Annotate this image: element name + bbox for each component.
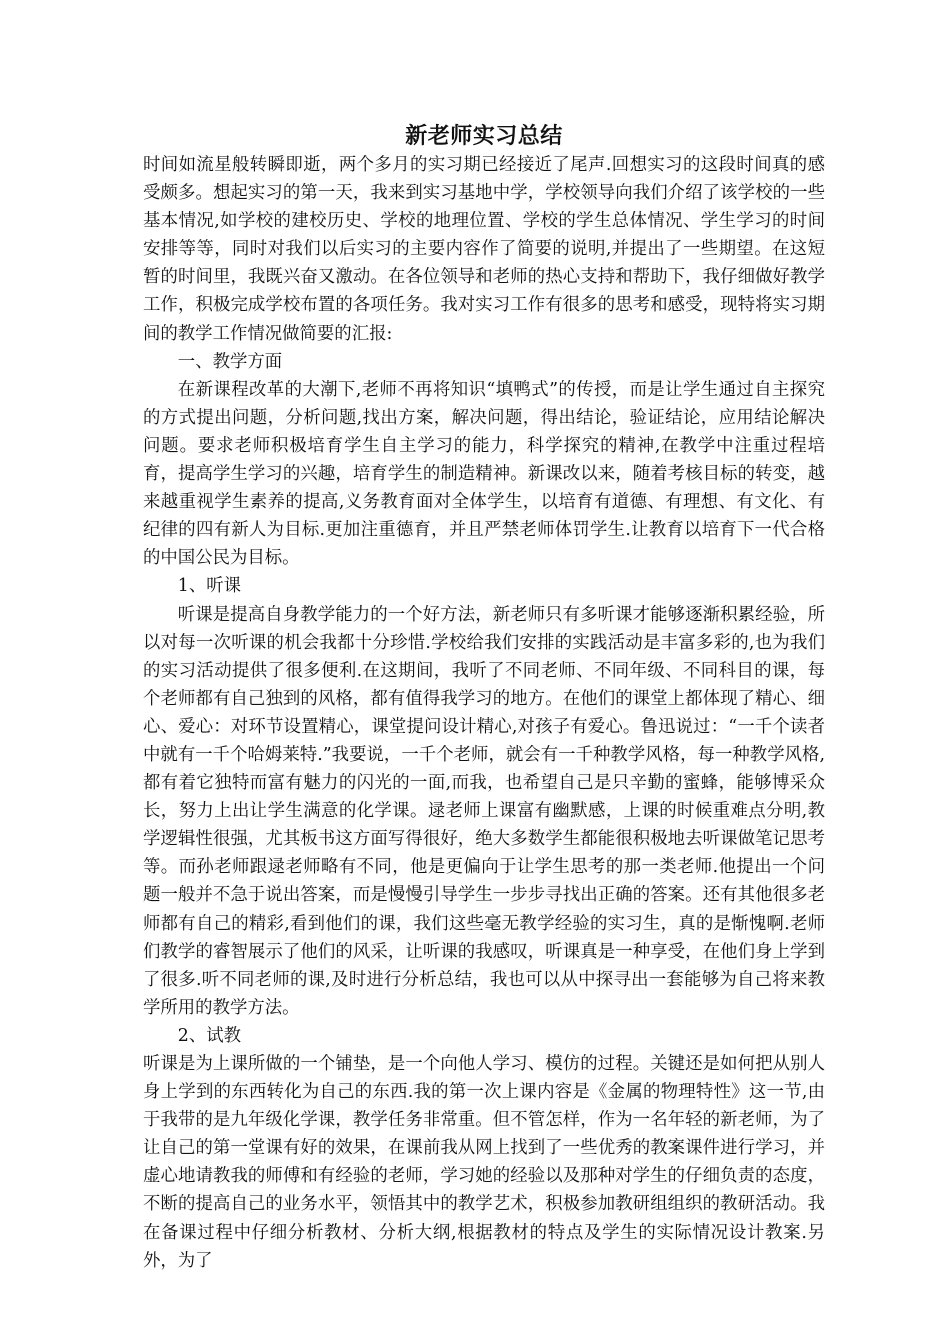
intro-paragraph: 时间如流星般转瞬即逝，两个多月的实习期已经接近了尾声.回想实习的这段时间真的感受颇多。想起实习的第一天，我来到实习基地中学，学校领导向我们介绍了该学校的一些基本情况,如学校的建校历史、学校的地理位置、学校的学生总体情况、学生学习的时间安排等等，同时对我们以后实习的主要内容作了简要的说明,并提出了一些期望。在这短暂的时间里，我既兴奋又激动。在各位领导和老师的热心支持和帮助下，我仔细做好教学工作，积极完成学校布置的各项任务。我对实习工作有很多的思考和感受，现特将实习期间的教学工作情况做简要的汇报:: [143, 155, 825, 344]
trial-teaching-paragraph: 听课是为上课所做的一个铺垫，是一个向他人学习、模仿的过程。关键还是如何把从别人身上学到的东西转化为自己的东西.我的第一次上课内容是《金属的物理特性》这一节,由于我带的是九年级化学课，教学任务非常重。但不管怎样，作为一名年轻的新老师，为了让自己的第一堂课有好的效果，在课前我从网上找到了一些优秀的教案课件进行学习，并虚心地请教我的师傅和有经验的老师，学习她的经验以及那种对学生的仔细负责的态度，不断的提高自己的业务水平，领悟其中的教学艺术，积极参加教研组组织的教研活动。我在备课过程中仔细分析教材、分析大纲,根据教材的特点及学生的实际情况设计教案.另外，为了: [143, 1054, 825, 1271]
lecture-listening-paragraph: 听课是提高自身教学能力的一个好方法，新老师只有多听课才能够逐渐积累经验，所以对每一次听课的机会我都十分珍惜.学校给我们安排的实践活动是丰富多彩的,也为我们的实习活动提供了很多便利.在这期间，我听了不同老师、不同年级、不同科目的课，每个老师都有自己独到的风格，都有值得我学习的地方。在他们的课堂上都体现了精心、细心、爱心：对环节设置精心，课堂提问设计精心,对孩子有爱心。鲁迅说过：“一千个读者中就有一千个哈姆莱特.”我要说，一千个老师，就会有一千种教学风格，每一种教学风格,都有着它独特而富有魅力的闪光的一面,而我，也希望自己是只辛勤的蜜蜂，能够博采众长，努力上出让学生满意的化学课。逯老师上课富有幽默感，上课的时候重难点分明,教学逻辑性很强，尤其板书这方面写得很好，绝大多数学生都能很积极地去听课做笔记思考等。而孙老师跟逯老师略有不同，他是更偏向于让学生思考的那一类老师.他提出一个问题一般并不急于说出答案，而是慢慢引导学生一步步寻找出正确的答案。还有其他很多老师都有自己的精彩,看到他们的课，我们这些毫无教学经验的实习生，真的是惭愧啊.老师们教学的睿智展示了他们的风采，让听课的我感叹，听课真是一种享受，在他们身上学到了很多.听不同老师的课,及时进行分析总结，我也可以从中探寻出一套能够为自己将来教学所用的教学方法。: [143, 604, 825, 1018]
teaching-paragraph: 在新课程改革的大潮下,老师不再将知识“填鸭式”的传授，而是让学生通过自主探究的方式提出问题，分析问题,找出方案，解决问题，得出结论，验证结论，应用结论解决问题。要求老师积极培育学生自主学习的能力，科学探究的精神,在教学中注重过程培育，提高学生学习的兴趣，培育学生的制造精神。新课改以来，随着考核目标的转变，越来越重视学生素养的提高,义务教育面对全体学生，以培育有道德、有理想、有文化、有纪律的四有新人为目标.更加注重德育，并且严禁老师体罚学生.让教育以培育下一代合格的中国公民为目标。: [143, 379, 825, 569]
document-page: [143, 121, 825, 1275]
document-title: 新老师实习总结: [405, 123, 563, 149]
subheading-trial-teaching: 2、试教: [177, 1025, 242, 1046]
section-heading-teaching: 一、教学方面: [177, 351, 283, 372]
subheading-lecture-listening: 1、听课: [177, 576, 242, 597]
